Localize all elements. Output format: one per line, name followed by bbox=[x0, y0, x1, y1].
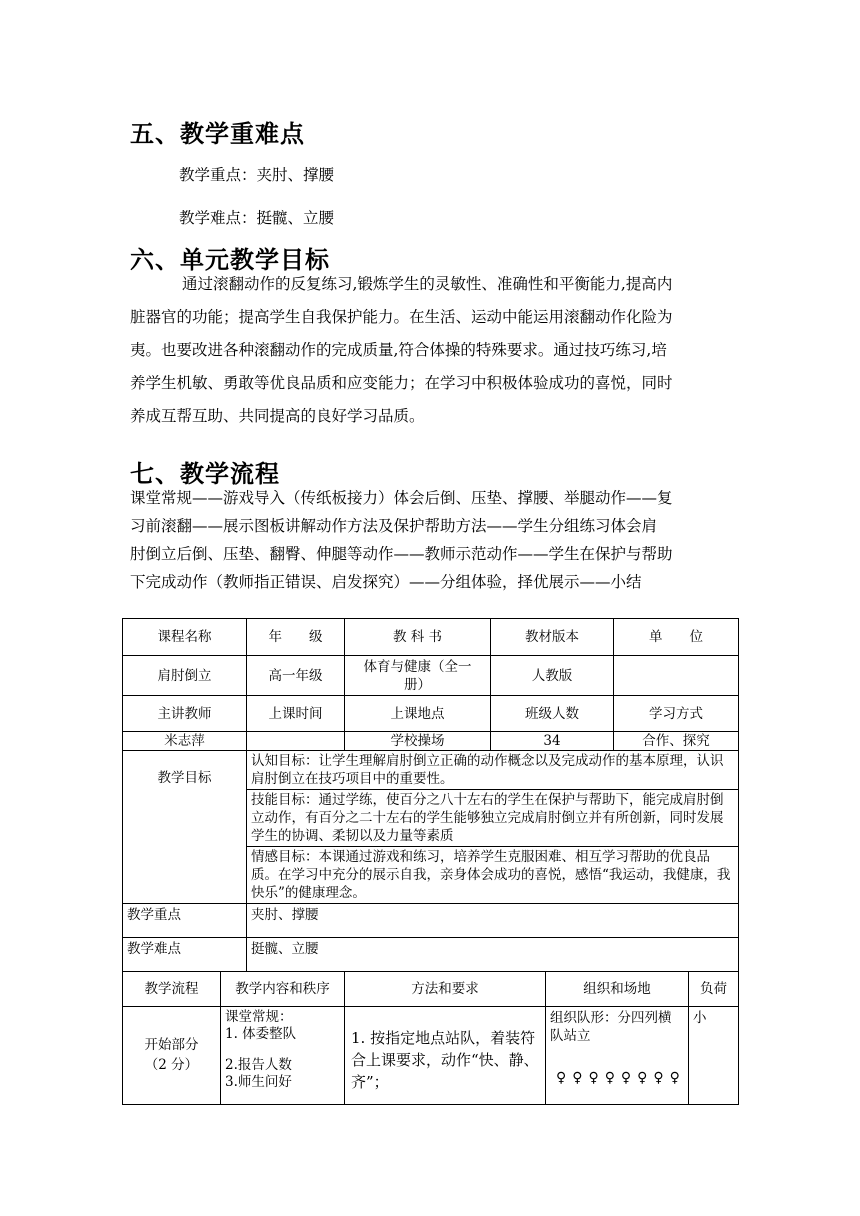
teacher-cell: 米志萍 bbox=[123, 732, 247, 751]
key-point-value: 夹肘、撑腰 bbox=[247, 904, 739, 938]
cognitive-objective: 认知目标：让学生理解肩肘倒立正确的动作概念以及完成动作的基本原理，认识肩肘倒立在技巧项目中的重要性。 bbox=[247, 751, 739, 790]
method-cell: 1. 按指定地点站队，着装符合上课要求，动作“快、静、齐”； bbox=[345, 1007, 546, 1105]
lesson-plan-table bbox=[122, 618, 739, 1105]
section-heading-6: 六、单元教学目标 bbox=[130, 246, 330, 274]
section-heading-5: 五、教学重难点 bbox=[130, 120, 305, 148]
paragraph-line: 习前滚翻——展示图板讲解动作方法及保护帮助方法——学生分组练习体会肩 bbox=[130, 517, 658, 535]
organization-cell bbox=[546, 1007, 689, 1105]
people-formation-icon: ♀♀♀♀♀♀♀♀ bbox=[556, 1070, 686, 1086]
difficult-point-label: 教学难点 bbox=[123, 938, 247, 972]
textbook-cell: 体育与健康（全一册） bbox=[345, 656, 491, 696]
phase-time: （2 分） bbox=[144, 1057, 199, 1073]
header-location: 上课地点 bbox=[345, 696, 491, 732]
content-line: 3.师生问好 bbox=[225, 1074, 292, 1090]
difficult-point-text: 教学难点：挺髋、立腰 bbox=[179, 209, 335, 227]
paragraph-line: 通过滚翻动作的反复练习,锻炼学生的灵敏性、准确性和平衡能力,提高内 bbox=[182, 275, 673, 293]
learning-method-cell: 合作、探究 bbox=[614, 732, 739, 751]
load-cell: 小 bbox=[689, 1007, 739, 1105]
paragraph-line: 养成互帮互助、共同提高的良好学习品质。 bbox=[130, 407, 425, 425]
header-grade: 年 级 bbox=[247, 619, 345, 656]
edition-cell: 人教版 bbox=[491, 656, 614, 696]
key-point-text: 教学重点：夹肘、撑腰 bbox=[179, 166, 335, 184]
header-learning-method: 学习方式 bbox=[614, 696, 739, 732]
paragraph-line: 下完成动作（教师指正错误、启发探究）——分组体验，择优展示——小结 bbox=[130, 573, 642, 591]
header-unit: 单 位 bbox=[614, 619, 739, 656]
content-line: 2.报告人数 bbox=[225, 1057, 292, 1073]
difficult-point-value: 挺髋、立腰 bbox=[247, 938, 739, 972]
header-textbook: 教 科 书 bbox=[345, 619, 491, 656]
class-size-cell: 34 bbox=[491, 732, 614, 751]
content-cell bbox=[221, 1007, 345, 1105]
phase-label: 开始部分 bbox=[144, 1037, 199, 1053]
paragraph-line: 肘倒立后倒、压垫、翻臀、伸腿等动作——教师示范动作——学生在保护与帮助 bbox=[130, 545, 673, 563]
organization-text: 组织队形：分四列横队站立 bbox=[550, 1010, 672, 1044]
skill-objective: 技能目标：通过学练，使百分之八十左右的学生在保护与帮助下，能完成肩肘倒立动作，有百分之二十左右的学生能够独立完成肩肘倒立并有所创新，同时发展学生的协调、柔韧以及力量等素质 bbox=[247, 790, 739, 847]
header-load: 负荷 bbox=[689, 972, 739, 1007]
paragraph-line: 课堂常规——游戏导入（传纸板接力）体会后倒、压垫、撑腰、举腿动作——复 bbox=[130, 489, 673, 507]
header-class-size: 班级人数 bbox=[491, 696, 614, 732]
paragraph-line: 脏器官的功能；提高学生自我保护能力。在生活、运动中能运用滚翻动作化险为 bbox=[130, 308, 673, 326]
header-edition: 教材版本 bbox=[491, 619, 614, 656]
unit-objectives-paragraph bbox=[130, 268, 750, 433]
header-class-time: 上课时间 bbox=[247, 696, 345, 732]
content-line: 1. 体委整队 bbox=[225, 1026, 297, 1042]
header-process: 教学流程 bbox=[123, 972, 221, 1007]
grade-cell: 高一年级 bbox=[247, 656, 345, 696]
header-course-name: 课程名称 bbox=[123, 619, 247, 656]
paragraph-line: 夷。也要改进各种滚翻动作的完成质量,符合体操的特殊要求。通过技巧练习,培 bbox=[130, 341, 667, 359]
course-name-cell: 肩肘倒立 bbox=[123, 656, 247, 696]
location-cell: 学校操场 bbox=[345, 732, 491, 751]
header-content: 教学内容和秩序 bbox=[221, 972, 345, 1007]
header-organization: 组织和场地 bbox=[546, 972, 689, 1007]
class-time-cell bbox=[247, 732, 345, 751]
unit-cell bbox=[614, 656, 739, 696]
section-heading-7: 七、教学流程 bbox=[130, 460, 280, 488]
header-teacher: 主讲教师 bbox=[123, 696, 247, 732]
paragraph-line: 养学生机敏、勇敢等优良品质和应变能力；在学习中积极体验成功的喜悦，同时 bbox=[130, 374, 673, 392]
objectives-label: 教学目标 bbox=[123, 751, 247, 904]
affective-objective: 情感目标：本课通过游戏和练习，培养学生克服困难、相互学习帮助的优良品质。在学习中充分的展示自我，亲身体会成功的喜悦，感悟“我运动，我健康，我快乐”的健康理念。 bbox=[247, 847, 739, 904]
header-method: 方法和要求 bbox=[345, 972, 546, 1007]
key-point-label: 教学重点 bbox=[123, 904, 247, 938]
phase-cell bbox=[123, 1007, 221, 1105]
content-line: 课堂常规： bbox=[225, 1009, 293, 1025]
teaching-process-paragraph bbox=[130, 484, 750, 596]
